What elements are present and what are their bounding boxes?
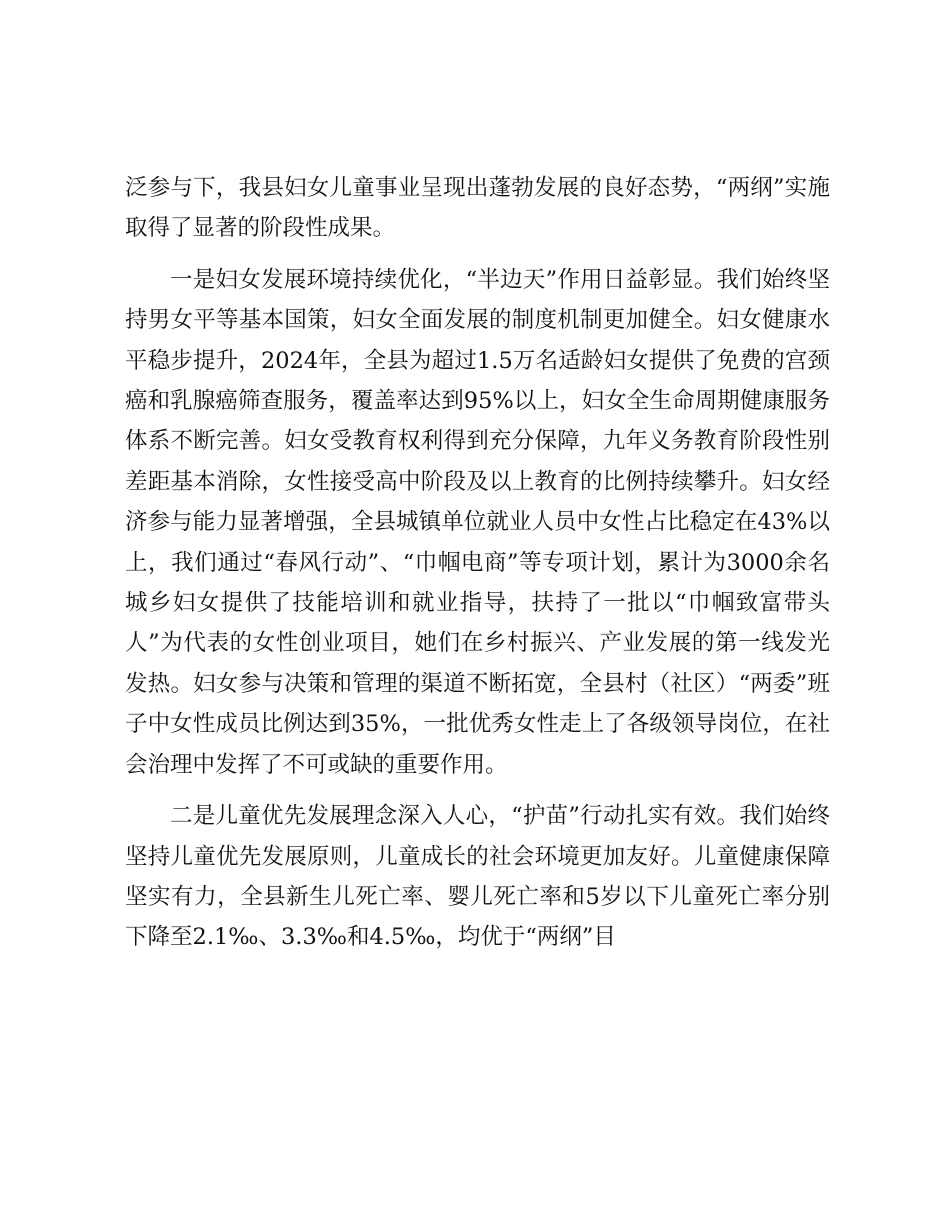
paragraph-children-development: 二是儿童优先发展理念深入人心，“护苗”行动扎实有效。我们始终坚持儿童优先发展原则，儿童成长的社会环境更加友好。儿童健康保障坚实有力，全县新生儿死亡率、婴儿死亡率和5岁以下儿童死亡率分别下降至2.1‰、3.3‰和4.5‰，均优于“两纲”目 bbox=[125, 803, 830, 951]
paragraph-spacer bbox=[125, 785, 830, 796]
paragraph-women-development: 一是妇女发展环境持续优化，“半边天”作用日益彰显。我们始终坚持男女平等基本国策，妇女全面发展的制度机制更加健全。妇女健康水平稳步提升，2024年，全县为超过1.5万名适龄妇女提供了免费的宫颈癌和乳腺癌筛查服务，覆盖率达到95%以上，妇女全生命周期健康服务体系不断完善。妇女受教育权利得到充分保障，九年义务教育阶段性别差距基本消除，女性接受高中阶段及以上教育的比例持续攀升。妇女经济参与能力显著增强，全县城镇单位就业人员中女性占比稳定在43%以上，我们通过“春风行动”、“巾帼电商”等专项计划，累计为3000余名城乡妇女提供了技能培训和就业指导，扶持了一批以“巾帼致富带头人”为代表的女性创业项目，她们在乡村振兴、产业发展的第一线发光发热。妇女参与决策和管理的渠道不断拓宽，全县村（社区）“两委”班子中女性成员比例达到35%，一批优秀女性走上了各级领导岗位，在社会治理中发挥了不可或缺的重要作用。 bbox=[125, 266, 830, 778]
paragraph-continuation: 泛参与下，我县妇女儿童事业呈现出蓬勃发展的良好态势，“两纲”实施取得了显著的阶段性成果。 bbox=[125, 175, 830, 242]
paragraph-spacer bbox=[125, 249, 830, 260]
document-body bbox=[125, 168, 830, 958]
